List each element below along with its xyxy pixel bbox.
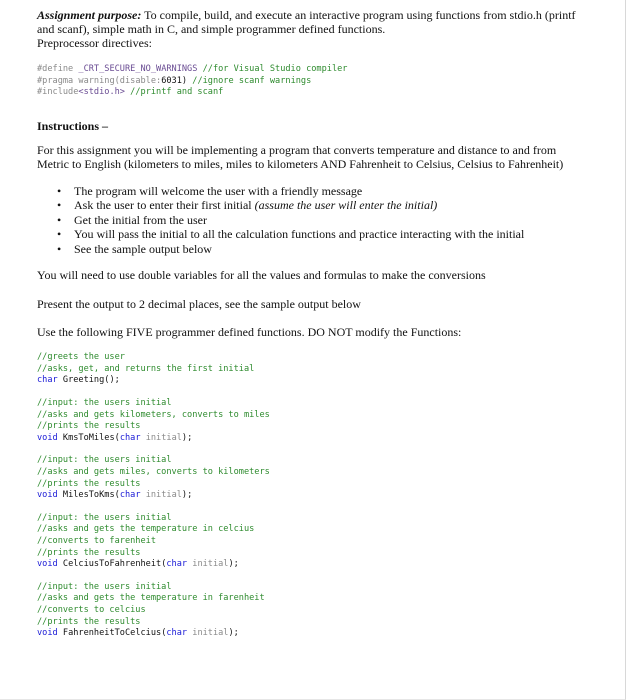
code-comment-line: //greets the user bbox=[37, 352, 125, 363]
function-declaration bbox=[37, 375, 597, 387]
parameter-type: char bbox=[166, 559, 188, 570]
instructions-bullet-list bbox=[37, 184, 597, 257]
return-type: void bbox=[37, 628, 58, 639]
function-prototype-block bbox=[37, 455, 597, 501]
function-prototype-block bbox=[37, 513, 597, 571]
purpose-paragraph: Assignment purpose: To compile, build, and execute an interactive program using functions from stdio.h (printf and scanf), simple math in C, and simple programmer defined functions. Preprocessor directives: bbox=[37, 8, 576, 50]
code-comment-line: //input: the users initial bbox=[37, 455, 172, 466]
document-body bbox=[37, 8, 597, 651]
function-close: ); bbox=[181, 490, 193, 501]
function-prototype-block bbox=[37, 352, 597, 387]
function-close: ); bbox=[181, 432, 193, 443]
list-item: • Get the initial from the user bbox=[57, 212, 207, 227]
functions-note: Use the following FIVE programmer defined functions. DO NOT modify the Functions: bbox=[37, 325, 462, 340]
purpose-text: To compile, build, and execute an interactive program using functions from stdio.h (printf bbox=[144, 8, 576, 22]
list-item: • See the sample output below bbox=[57, 241, 212, 256]
return-type: char bbox=[37, 375, 58, 386]
parameter-type: char bbox=[166, 628, 188, 639]
return-type: void bbox=[37, 559, 58, 570]
parameter-name: initial bbox=[145, 432, 182, 443]
code-comment-line: //prints the results bbox=[37, 616, 141, 627]
instructions-heading: Instructions – bbox=[37, 118, 109, 133]
parameter-name: initial bbox=[192, 559, 229, 570]
functions-code-block bbox=[37, 352, 597, 639]
parameter-type: char bbox=[119, 490, 141, 501]
code-comment-line: //asks and gets miles, converts to kilometers bbox=[37, 467, 270, 478]
function-declaration bbox=[37, 490, 597, 502]
parameter-name: initial bbox=[145, 490, 182, 501]
double-variables-note: You will need to use double variables for all the values and formulas to make the conversions bbox=[37, 268, 486, 283]
code-comment-line: //prints the results bbox=[37, 478, 141, 489]
function-close: ); bbox=[228, 559, 239, 570]
parameter-name: initial bbox=[192, 628, 229, 639]
code-comment-line: //asks and gets kilometers, converts to miles bbox=[37, 409, 270, 420]
code-comment-line: //input: the users initial bbox=[37, 512, 172, 523]
preprocessor-code-block bbox=[37, 64, 597, 99]
bullet-icon: • bbox=[57, 212, 62, 227]
return-type: void bbox=[37, 490, 58, 501]
function-prototype-block bbox=[37, 582, 597, 640]
function-close: ); bbox=[228, 628, 239, 639]
function-name: KmsToMiles( bbox=[62, 432, 120, 443]
function-declaration bbox=[37, 433, 597, 445]
purpose-label: Assignment purpose bbox=[37, 8, 138, 22]
function-name: FahrenheitToCelcius( bbox=[62, 628, 167, 639]
directive-line: #define _CRT_SECURE_NO_WARNINGS //for Visual Studio compiler bbox=[37, 64, 348, 74]
bullet-icon: • bbox=[57, 227, 62, 242]
function-declaration bbox=[37, 628, 597, 640]
bullet-icon: • bbox=[57, 183, 62, 198]
code-comment-line: //asks, get, and returns the first initial bbox=[37, 363, 255, 374]
list-item: • You will pass the initial to all the calculation functions and practice interacting with the initial bbox=[57, 227, 525, 242]
bullet-icon: • bbox=[57, 198, 62, 213]
directives-label: Preprocessor directives: bbox=[37, 36, 152, 50]
return-type: void bbox=[37, 432, 58, 443]
code-comment-line: //converts to celcius bbox=[37, 604, 146, 615]
directive-line: #include<stdio.h> //printf and scanf bbox=[37, 87, 224, 98]
output-format-note: Present the output to 2 decimal places, see the sample output below bbox=[37, 297, 361, 312]
bullet-icon: • bbox=[57, 241, 62, 256]
list-item: • The program will welcome the user with a friendly message bbox=[57, 183, 363, 198]
code-comment-line: //input: the users initial bbox=[37, 581, 172, 592]
function-name: CelciusToFahrenheit( bbox=[62, 559, 167, 570]
code-comment-line: //asks and gets the temperature in celcius bbox=[37, 524, 255, 535]
function-name: MilesToKms( bbox=[62, 490, 120, 501]
function-declaration bbox=[37, 559, 597, 571]
function-name: Greeting(); bbox=[62, 375, 120, 386]
code-comment-line: //prints the results bbox=[37, 547, 141, 558]
code-comment-line: //asks and gets the temperature in farenheit bbox=[37, 593, 265, 604]
code-comment-line: //converts to farenheit bbox=[37, 536, 156, 546]
purpose-text-line2: and scanf), simple math in C, and simple programmer defined functions. bbox=[37, 22, 386, 36]
instructions-intro: For this assignment you will be implementing a program that converts temperature and distance to and from Metric to English (kilometers to miles, miles to kilometers AND Fahrenheit to Celsius, Celsius to Fahrenheit) bbox=[37, 142, 564, 171]
parameter-type: char bbox=[119, 432, 141, 443]
function-prototype-block bbox=[37, 398, 597, 444]
code-comment-line: //prints the results bbox=[37, 421, 141, 432]
list-item: • Ask the user to enter their first initial (assume the user will enter the initial) bbox=[57, 198, 438, 213]
code-comment-line: //input: the users initial bbox=[37, 398, 172, 409]
directive-line: #pragma warning(disable:6031) //ignore scanf warnings bbox=[37, 75, 312, 86]
